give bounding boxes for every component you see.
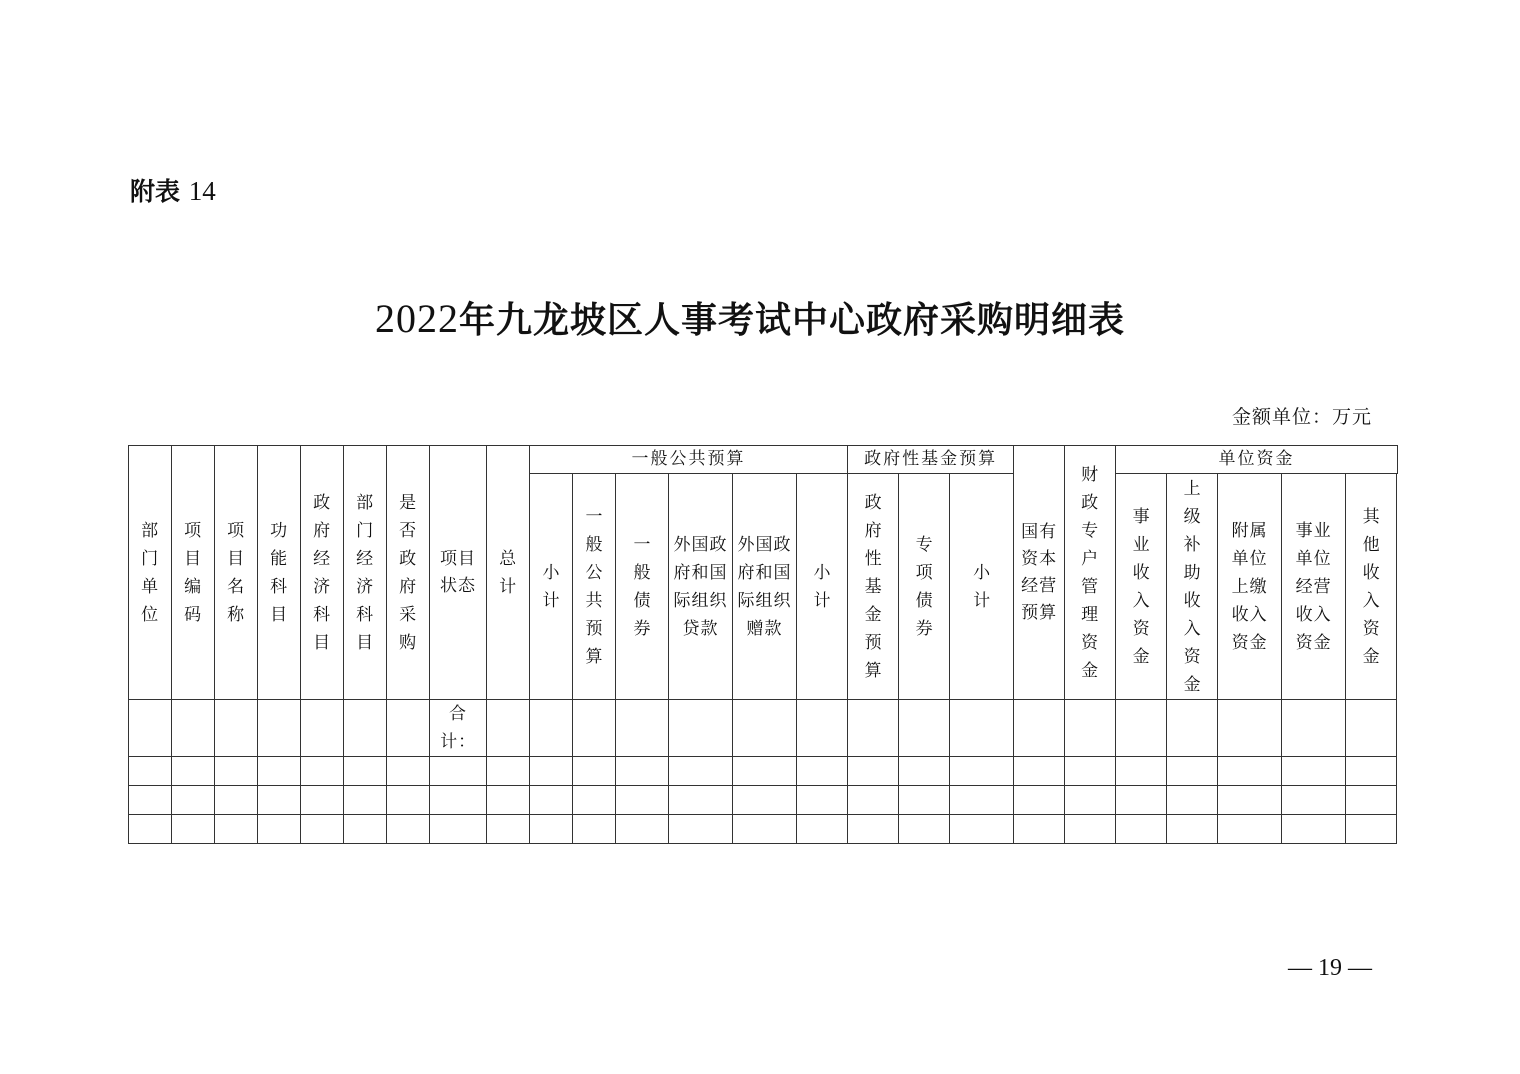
attachment-number: 14 <box>188 176 216 206</box>
page-title <box>0 292 1500 343</box>
col-uf-affiliated-income-label: 附属单位上缴收入资金 <box>1231 520 1268 653</box>
table-cell <box>172 700 215 757</box>
table-cell <box>616 815 669 844</box>
table-cell <box>301 786 344 815</box>
table-cell <box>616 700 669 757</box>
table-cell <box>1014 786 1065 815</box>
col-gpb-foreign-loans-label: 外国政府和国际组织贷款 <box>673 534 728 639</box>
table-cell <box>215 815 258 844</box>
table-cell <box>1167 700 1218 757</box>
table-cell <box>215 700 258 757</box>
group-general-public-budget: 一般公共预算 <box>530 446 848 474</box>
table-cell <box>899 786 950 815</box>
table-cell <box>387 815 430 844</box>
group-unit-funds: 单位资金 <box>1116 446 1398 474</box>
table-cell <box>1116 786 1167 815</box>
col-gpb-foreign-grants-label: 外国政府和国际组织赠款 <box>737 534 792 639</box>
col-project-status <box>430 446 487 700</box>
col-state-capital-budget <box>1014 446 1065 700</box>
col-uf-business-operation <box>1282 474 1346 700</box>
table-cell <box>487 786 530 815</box>
title-text: 年九龙坡区人事考试中心政府采购明细表 <box>458 300 1125 341</box>
table-cell <box>616 786 669 815</box>
table-cell <box>848 786 899 815</box>
table-cell <box>172 786 215 815</box>
table-cell <box>129 815 172 844</box>
col-is-gov-procurement-label: 是否政府采购 <box>399 492 419 653</box>
col-function-subject-label: 功能科目 <box>270 520 290 625</box>
table-cell <box>258 757 301 786</box>
col-gpb-general-bonds <box>616 474 669 700</box>
table-cell <box>487 815 530 844</box>
table-cell <box>573 700 616 757</box>
table-cell <box>258 815 301 844</box>
table-cell <box>899 757 950 786</box>
table-cell <box>1014 700 1065 757</box>
table-cell <box>950 700 1014 757</box>
table-cell <box>797 786 848 815</box>
table-cell <box>387 700 430 757</box>
col-gpb-general-bonds-label: 一般债券 <box>633 534 651 639</box>
table-cell <box>1346 757 1397 786</box>
col-uf-business-income <box>1116 474 1167 700</box>
col-dept-unit-label: 部门单位 <box>141 520 161 625</box>
table-cell <box>301 815 344 844</box>
table-cell <box>573 786 616 815</box>
col-uf-business-operation-label: 事业单位经营收入资金 <box>1295 520 1332 653</box>
table-cell <box>1282 757 1346 786</box>
table-cell <box>848 700 899 757</box>
table-row-total <box>129 700 1398 757</box>
table-cell <box>301 700 344 757</box>
amount-unit: 金额单位：万元 <box>1231 406 1372 428</box>
table-cell <box>797 700 848 757</box>
table-cell <box>797 757 848 786</box>
table-cell <box>733 786 797 815</box>
page-number: — 19 — <box>1288 955 1372 981</box>
table-cell <box>215 786 258 815</box>
table-cell <box>1282 786 1346 815</box>
col-project-status-label: 项目状态 <box>440 548 476 596</box>
table-cell <box>1167 786 1218 815</box>
col-project-name <box>215 446 258 700</box>
table-cell <box>1116 700 1167 757</box>
table-cell <box>616 757 669 786</box>
table-cell <box>1282 700 1346 757</box>
table-cell <box>1218 815 1282 844</box>
table-cell <box>1065 757 1116 786</box>
col-is-gov-procurement <box>387 446 430 700</box>
table-cell <box>129 700 172 757</box>
col-uf-subtotal-label: 小计 <box>973 562 991 611</box>
col-gpb-foreign-grants <box>733 474 797 700</box>
table-cell <box>669 700 733 757</box>
table-cell <box>848 815 899 844</box>
table-row <box>129 757 1398 786</box>
table-cell <box>1065 786 1116 815</box>
total-label: 合计： <box>440 704 477 752</box>
table-cell <box>1218 786 1282 815</box>
table-cell <box>573 757 616 786</box>
col-gfb-special-bonds-label: 专项债券 <box>915 534 933 639</box>
table-row <box>129 786 1398 815</box>
table-cell <box>950 757 1014 786</box>
col-project-code <box>172 446 215 700</box>
attachment-label <box>130 172 216 208</box>
table-cell <box>215 757 258 786</box>
col-gpb-subtotal-label: 小计 <box>542 562 560 611</box>
table-cell <box>344 786 387 815</box>
table-cell <box>1282 815 1346 844</box>
table-cell <box>344 700 387 757</box>
col-dept-econ-subject-label: 部门经济科目 <box>356 492 376 653</box>
table-cell <box>899 700 950 757</box>
col-gov-econ-subject <box>301 446 344 700</box>
table-cell <box>733 815 797 844</box>
attachment-label-text: 附表 <box>130 177 181 206</box>
col-function-subject <box>258 446 301 700</box>
table-cell <box>129 786 172 815</box>
table-cell <box>301 757 344 786</box>
table-cell <box>733 700 797 757</box>
table-cell <box>344 757 387 786</box>
table-cell <box>848 757 899 786</box>
table-cell <box>487 700 530 757</box>
col-state-capital-budget-label: 国有资本经营预算 <box>1021 521 1058 623</box>
col-total <box>487 446 530 700</box>
table-cell <box>530 757 573 786</box>
col-uf-superior-subsidy-label: 上级补助收入资金 <box>1183 478 1201 695</box>
title-year: 2022 <box>374 296 459 341</box>
table-cell <box>530 815 573 844</box>
col-gpb-subtotal <box>530 474 573 700</box>
table-cell <box>1346 815 1397 844</box>
col-uf-affiliated-income <box>1218 474 1282 700</box>
table-cell <box>172 757 215 786</box>
col-uf-subtotal <box>950 474 1014 700</box>
total-label-cell <box>430 700 487 757</box>
col-gov-econ-subject-label: 政府经济科目 <box>313 492 333 653</box>
table-cell <box>129 757 172 786</box>
table-cell <box>950 786 1014 815</box>
col-uf-business-income-label: 事业收入资金 <box>1132 506 1150 667</box>
table-cell <box>669 815 733 844</box>
table-cell <box>258 786 301 815</box>
table-cell <box>669 757 733 786</box>
table-cell <box>1116 815 1167 844</box>
table-cell <box>430 757 487 786</box>
table-cell <box>530 700 573 757</box>
table-cell <box>487 757 530 786</box>
col-dept-unit <box>129 446 172 700</box>
table-cell <box>1014 757 1065 786</box>
col-gpb-general-public-budget-label: 一般公共预算 <box>585 506 603 667</box>
col-gfb-gov-fund-budget-label: 政府性基金预算 <box>864 492 882 681</box>
table-cell <box>530 786 573 815</box>
col-project-code-label: 项目编码 <box>184 520 204 625</box>
col-fiscal-special-account-label: 财政专户管理资金 <box>1081 464 1101 681</box>
table-cell <box>387 757 430 786</box>
table-cell <box>1218 700 1282 757</box>
table-cell <box>387 786 430 815</box>
col-project-name-label: 项目名称 <box>227 520 247 625</box>
table-cell <box>172 815 215 844</box>
col-uf-superior-subsidy <box>1167 474 1218 700</box>
table-cell <box>1065 815 1116 844</box>
table-cell <box>1065 700 1116 757</box>
table-cell <box>669 786 733 815</box>
group-gov-fund-budget: 政府性基金预算 <box>848 446 1014 474</box>
table-cell <box>344 815 387 844</box>
header-row-1 <box>129 446 1398 474</box>
table-cell <box>899 815 950 844</box>
table-cell <box>1167 757 1218 786</box>
table-cell <box>430 786 487 815</box>
col-gfb-subtotal <box>797 474 848 700</box>
col-fiscal-special-account <box>1065 446 1116 700</box>
table-cell <box>797 815 848 844</box>
table-cell <box>430 815 487 844</box>
table-cell <box>258 700 301 757</box>
table-cell <box>1167 815 1218 844</box>
col-total-label: 总计 <box>499 548 519 597</box>
table-cell <box>1116 757 1167 786</box>
col-gfb-gov-fund-budget <box>848 474 899 700</box>
table-row <box>129 815 1398 844</box>
col-dept-econ-subject <box>344 446 387 700</box>
table-cell <box>1014 815 1065 844</box>
col-gpb-general-public-budget <box>573 474 616 700</box>
col-gfb-special-bonds <box>899 474 950 700</box>
table-cell <box>733 757 797 786</box>
table-cell <box>1218 757 1282 786</box>
col-uf-other-income-label: 其他收入资金 <box>1362 506 1380 667</box>
table-cell <box>1346 700 1397 757</box>
procurement-table <box>128 445 1398 844</box>
table-cell <box>573 815 616 844</box>
col-gfb-subtotal-label: 小计 <box>813 562 831 611</box>
table-cell <box>1346 786 1397 815</box>
col-gpb-foreign-loans <box>669 474 733 700</box>
col-uf-other-income <box>1346 474 1397 700</box>
table-cell <box>950 815 1014 844</box>
